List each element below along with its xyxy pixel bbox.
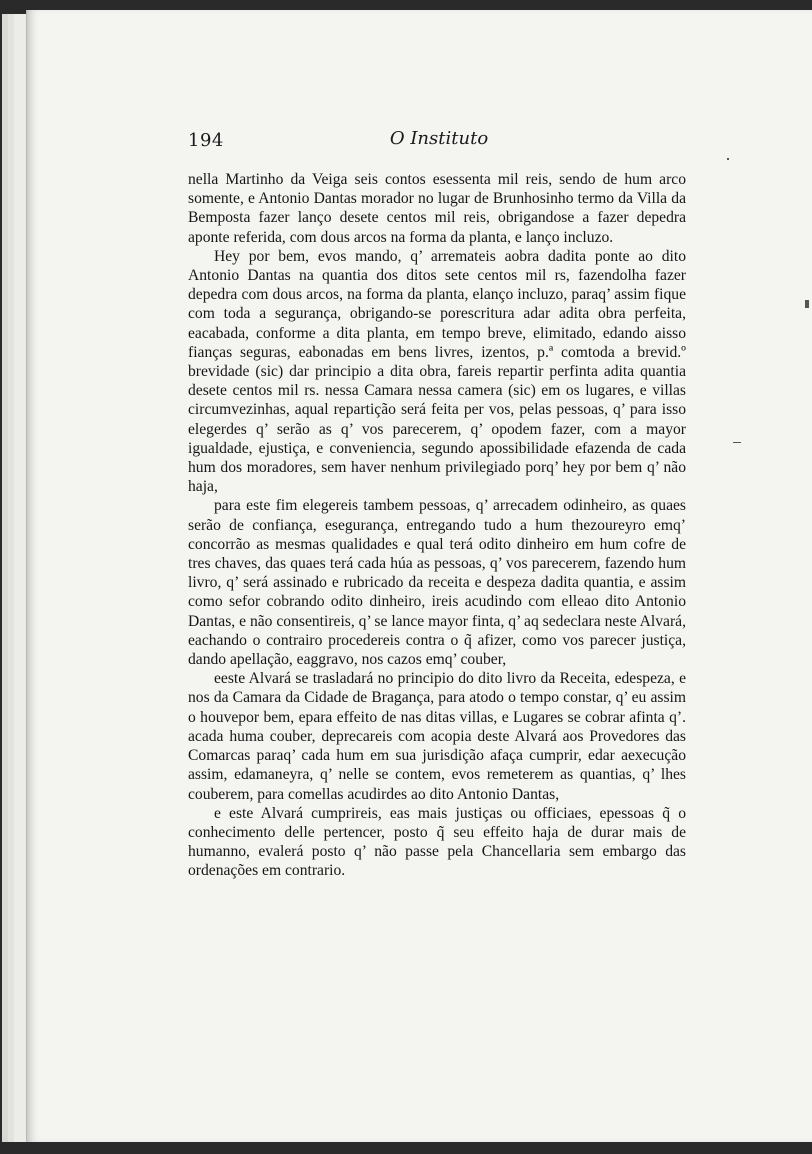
paragraph: para este fim elegereis tambem pessoas, q’ arrecadem odinheiro, as quaes serão de confiança, esegurança, entregando tudo a hum thezoureyro emq’ concorrão as mesmas qualidades e qual terá odito dinheiro em hum cofre de tres chaves, das quaes terá cada húa as pessoas, q’ vos parecerem, fazendo hum livro, q’ será assinado e rubricado da receita e despeza dadita quantia, e assim como sefor cobrando odito dinheiro, ireis acudindo com elleao dito Antonio Dantas, e não consentireis, q’ se lance mayor finta, q’ aq sedeclara neste Alvará, eachando o contrairo procedereis contra o q̃ afizer, como vos parecer justiça, dando apellação, eaggravo, nos cazos emq’ couber,: [188, 497, 686, 669]
margin-speck: [733, 442, 741, 443]
body-text: [188, 170, 686, 881]
margin-speck: [727, 158, 729, 160]
margin-speck: [805, 300, 809, 308]
paragraph: nella Martinho da Veiga seis contos esessenta mil reis, sendo de hum arco somente, e Antonio Dantas morador no lugar de Brunhosinho termo da Villa da Bemposta fazer lanço desete centos mil reis, obrigandose a fazer depedra aponte referida, com dous arcos na forma da planta, e lanço incluzo.: [188, 171, 686, 246]
page-header: [188, 124, 690, 154]
paragraph: e este Alvará cumprireis, eas mais justiças ou officiaes, epessoas q̃ o conhecimento delle pertencer, posto q̃ seu effeito haja de durar mais de humanno, evalerá posto q’ não passe pela Chancellaria sem embargo das ordenações em contrario.: [188, 804, 686, 880]
paragraph: Hey por bem, evos mando, q’ arremateis aobra dadita ponte ao dito Antonio Dantas na quantia dos ditos sete centos mil rs, fazendolha fazer depedra com dous arcos, na forma da planta, elanço incluzo, paraq’ assim fique com toda a segurança, obrigando-se porescritura adar adita obra perfeita, eacabada, conforme a dita planta, em tempo breve, elimitado, edando aisso fianças seguras, eabonadas em bens livres, izentos, p.ª comtoda a brevid.º brevidade (sic) dar principio a dita obra, fareis repartir perfinta adita quantia desete centos mil rs. nessa Camara nessa camera (sic) em os lugares, e villas circumvezinhas, aqual repartição será feita per vos, pelas pessoas, q’ para isso elegerdes q’ serão as q’ vos parecerem, q’ opodem fazer, com a mayor igualdade, ejustiça, e conveniencia, segundo apossibilidade efazenda de cada hum dos moradores, sem haver nenhum privilegiado porq’ hey por bem q’ não haja,: [188, 247, 686, 496]
page-number: 194: [188, 130, 224, 151]
running-title: O Instituto: [389, 128, 489, 149]
paragraph: eeste Alvará se trasladará no principio do dito livro da Receita, edespeza, e nos da Camara da Cidade de Bragança, para atodo o tempo constar, q’ eu assim o houvepor bem, epara effeito de nas ditas villas, e Lugares se cobrar afinta q’. acada huma couber, deprecareis com acopia deste Alvará aos Provedores das Comarcas paraq’ cada hum em sua jurisdição afaça cumprir, edar aexecução assim, edamaneyra, q’ nelle se contem, evos remeterem as quantias, q’ lhes couberem, para comellas acudirdes ao dito Antonio Dantas,: [188, 670, 686, 803]
